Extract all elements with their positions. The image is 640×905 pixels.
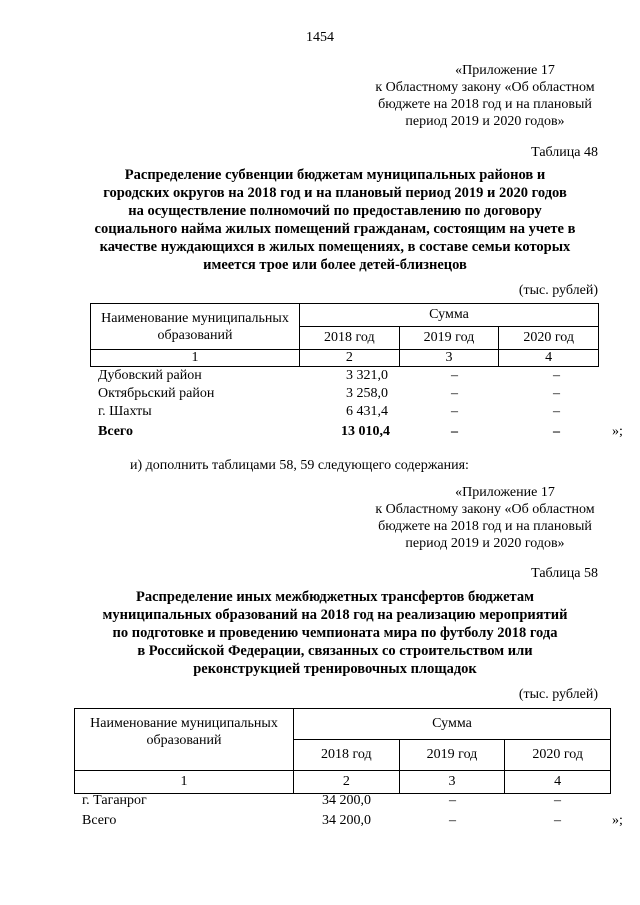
row-2020: – xyxy=(553,424,560,439)
table-row-total xyxy=(0,424,640,442)
title-line: качестве нуждающихся в жилых помещениях, в составе семьи которых xyxy=(99,239,571,255)
col-name-header: Наименование муниципальных образований xyxy=(75,709,294,771)
row-2019: – xyxy=(451,404,458,419)
sum-header: Сумма xyxy=(294,709,611,740)
row-name: г. Шахты xyxy=(98,404,152,419)
row-2018: 34 200,0 xyxy=(322,793,371,808)
row-2020: – xyxy=(553,404,560,419)
table-48-unit: (тыс. рублей) xyxy=(518,283,598,298)
title-line: по подготовке и проведению чемпионата мира по футболу 2018 года xyxy=(112,625,558,641)
table-58-number: Таблица 58 xyxy=(531,566,598,581)
appendix-line: период 2019 и 2020 годов» xyxy=(405,536,565,551)
col-number: 1 xyxy=(75,771,294,794)
year-2020-header: 2020 год xyxy=(499,327,599,350)
col-number: 4 xyxy=(505,771,611,794)
title-line: социального найма жилых помещений гражданам, состоящим на учете в xyxy=(94,221,576,237)
col-number: 3 xyxy=(399,771,505,794)
title-line: Распределение субвенции бюджетам муниципальных районов и xyxy=(124,167,546,183)
row-2018: 3 321,0 xyxy=(346,368,388,383)
appendix-line: бюджете на 2018 год и на плановый xyxy=(378,519,592,534)
year-2018-header: 2018 год xyxy=(294,740,400,771)
table-row xyxy=(0,386,640,404)
row-2019: – xyxy=(449,813,456,828)
appendix-header-2 xyxy=(340,484,630,552)
col-number: 2 xyxy=(300,350,400,367)
row-2018: 13 010,4 xyxy=(341,424,390,439)
closing-quote: »; xyxy=(612,813,623,828)
appendix-line: к Областному закону «Об областном xyxy=(375,80,595,95)
title-line: Распределение иных межбюджетных трансфертов бюджетам xyxy=(136,589,534,605)
amendment-paragraph: и) дополнить таблицами 58, 59 следующего содержания: xyxy=(130,458,469,473)
row-2019: – xyxy=(449,793,456,808)
table-row xyxy=(0,368,640,386)
title-line: городских округов на 2018 год и на плановый период 2019 и 2020 годов xyxy=(103,185,567,201)
title-line: муниципальных образований на 2018 год на реализацию мероприятий xyxy=(102,607,568,623)
row-2020: – xyxy=(554,813,561,828)
title-line: реконструкцией тренировочных площадок xyxy=(193,661,477,677)
row-2020: – xyxy=(553,386,560,401)
row-name: Всего xyxy=(82,813,117,828)
row-name: г. Таганрог xyxy=(82,793,147,808)
table-48-header xyxy=(90,303,599,367)
year-2018-header: 2018 год xyxy=(300,327,400,350)
col-name-header: Наименование муниципальных образований xyxy=(91,304,300,350)
table-row xyxy=(0,404,640,422)
appendix-line: период 2019 и 2020 годов» xyxy=(405,114,565,129)
row-2018: 3 258,0 xyxy=(346,386,388,401)
appendix-header-1 xyxy=(340,62,630,130)
col-number: 1 xyxy=(91,350,300,367)
table-row-total xyxy=(0,813,640,831)
row-2019: – xyxy=(451,424,458,439)
row-2019: – xyxy=(451,386,458,401)
closing-quote: »; xyxy=(612,424,623,439)
col-number: 2 xyxy=(294,771,400,794)
row-2019: – xyxy=(451,368,458,383)
year-2020-header: 2020 год xyxy=(505,740,611,771)
row-name: Дубовский район xyxy=(98,368,202,383)
title-line: имеется трое или более детей-близнецов xyxy=(203,257,467,273)
year-2019-header: 2019 год xyxy=(399,740,505,771)
page-number: 1454 xyxy=(306,30,334,45)
row-2020: – xyxy=(554,793,561,808)
table-48-title xyxy=(70,166,600,274)
year-2019-header: 2019 год xyxy=(399,327,499,350)
col-number: 4 xyxy=(499,350,599,367)
col-number: 3 xyxy=(399,350,499,367)
sum-header: Сумма xyxy=(300,304,599,327)
appendix-line: бюджете на 2018 год и на плановый xyxy=(378,97,592,112)
title-line: в Российской Федерации, связанных со строительством или xyxy=(137,643,533,659)
appendix-line: «Приложение 17 xyxy=(455,485,555,500)
table-58-title xyxy=(70,588,600,678)
table-58-header xyxy=(74,708,611,794)
table-48-number: Таблица 48 xyxy=(531,145,598,160)
row-2018: 34 200,0 xyxy=(322,813,371,828)
title-line: на осуществление полномочий по предоставлению по договору xyxy=(128,203,542,219)
row-name: Октябрьский район xyxy=(98,386,215,401)
row-2018: 6 431,4 xyxy=(346,404,388,419)
table-row xyxy=(0,793,640,811)
row-name: Всего xyxy=(98,424,133,439)
appendix-line: к Областному закону «Об областном xyxy=(375,502,595,517)
row-2020: – xyxy=(553,368,560,383)
table-58-unit: (тыс. рублей) xyxy=(518,687,598,702)
appendix-line: «Приложение 17 xyxy=(455,63,555,78)
